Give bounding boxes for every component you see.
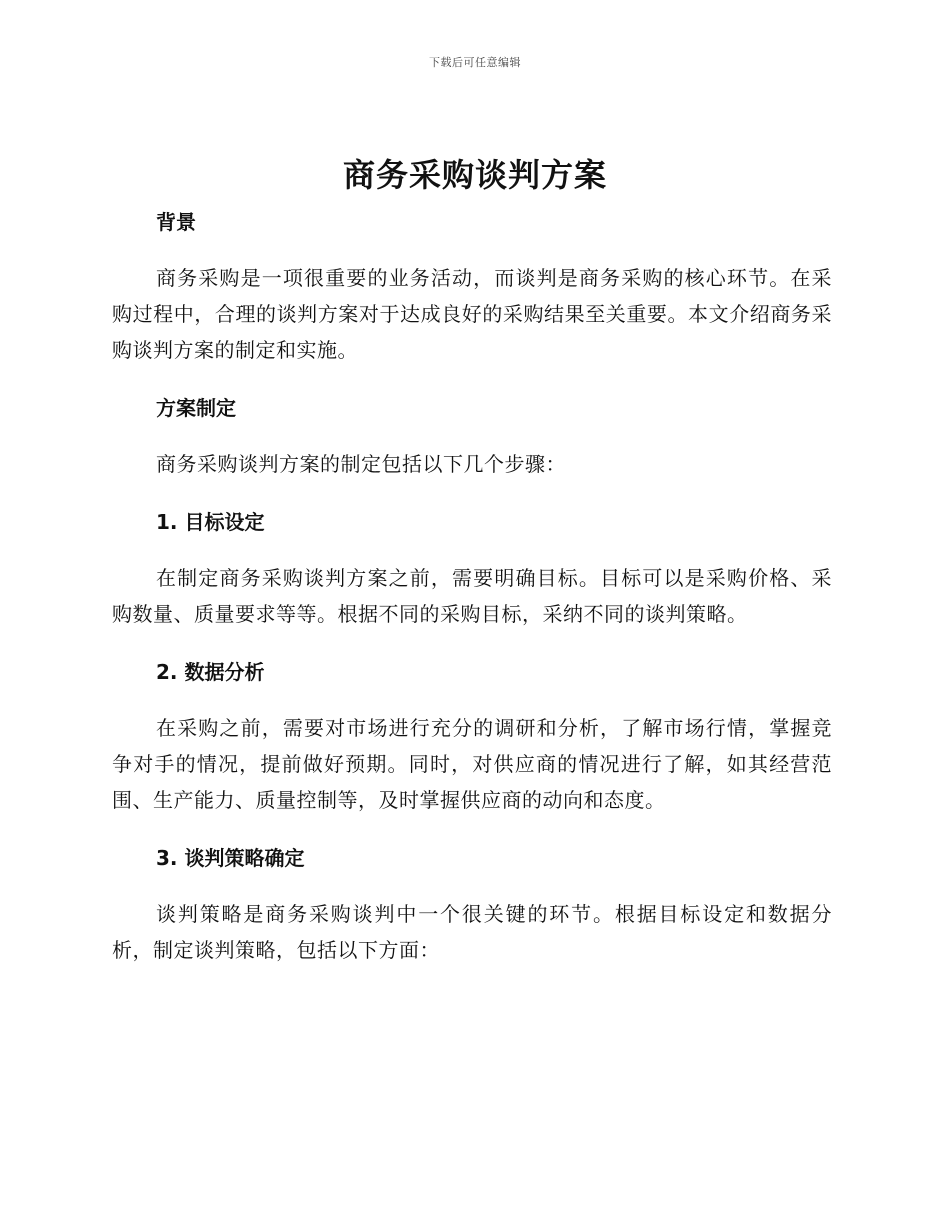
section-paragraph-plan: 商务采购谈判方案的制定包括以下几个步骤： [156,452,566,476]
section-heading-plan: 方案制定 [156,396,236,420]
section-paragraph-strategy: 谈判策略是商务采购谈判中一个很关键的环节。根据目标设定和数据分析，制定谈判策略，包括以下方面： [112,902,832,962]
section-paragraph-data: 在采购之前，需要对市场进行充分的调研和分析，了解市场行情，掌握竞争对手的情况，提前做好预期。同时，对供应商的情况进行了解，如其经营范围、生产能力、质量控制等，及时掌握供应商的动向和态度。 [112,716,832,812]
section-paragraph-background: 商务采购是一项很重要的业务活动，而谈判是商务采购的核心环节。在采购过程中，合理的谈判方案对于达成良好的采购结果至关重要。本文介绍商务采购谈判方案的制定和实施。 [112,266,832,362]
section-heading-background: 背景 [156,210,196,234]
document-body [112,204,832,968]
section-heading-data: 2. 数据分析 [156,660,265,684]
header-note: 下载后可任意编辑 [429,56,521,69]
section-paragraph-goal: 在制定商务采购谈判方案之前，需要明确目标。目标可以是采购价格、采购数量、质量要求等等。根据不同的采购目标，采纳不同的谈判策略。 [112,566,832,626]
document-title: 商务采购谈判方案 [342,156,607,194]
section-heading-strategy: 3. 谈判策略确定 [156,846,305,870]
section-heading-goal: 1. 目标设定 [156,510,265,534]
